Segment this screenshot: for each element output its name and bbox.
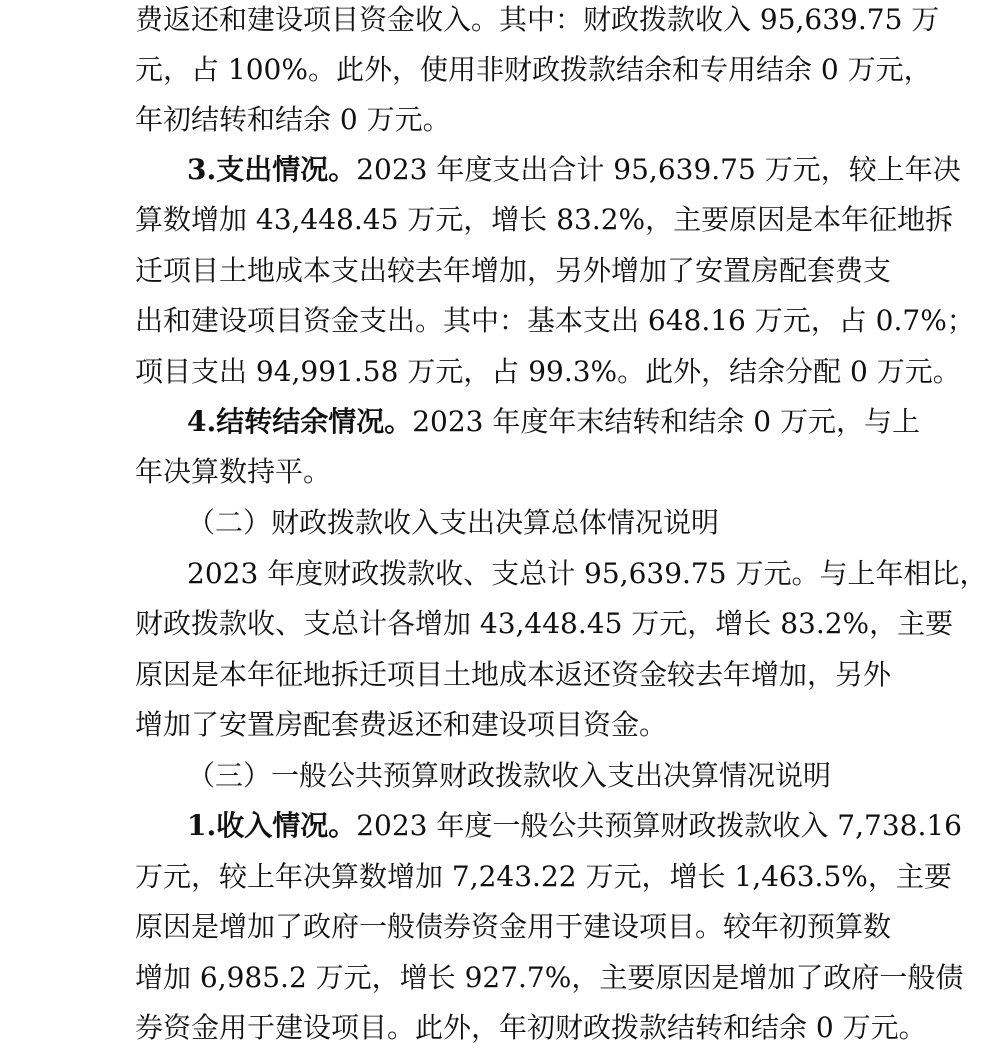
line-text: 费返还和建设项目资金收入。其中：财政拨款收入 95,639.75 万 [135, 3, 940, 36]
line-text: 2023 年度年末结转和结余 0 万元，与上 [412, 405, 921, 438]
line-text: 元，占 100%。此外，使用非财政拨款结余和专用结余 0 万元， [135, 53, 932, 86]
section-heading: 1.收入情况。 [187, 809, 357, 842]
line-text: 原因是本年征地拆迁项目土地成本返还资金较去年增加，另外 [135, 658, 892, 691]
line-text: 2023 年度一般公共预算财政拨款收入 7,738.16 [356, 809, 962, 842]
line-text: 出和建设项目资金支出。其中：基本支出 648.16 万元，占 0.7%； [135, 304, 975, 337]
document-line [135, 655, 892, 695]
line-text: 年初结转和结余 0 万元。 [135, 103, 451, 136]
document-line [135, 1008, 927, 1048]
document-line [135, 301, 975, 341]
line-text: 2023 年度支出合计 95,639.75 万元，较上年决 [356, 153, 961, 186]
document-line [135, 958, 964, 998]
document-line [135, 0, 940, 40]
document-line [135, 50, 932, 90]
line-text: 增加了安置房配套费返还和建设项目资金。 [135, 708, 668, 741]
line-text: 项目支出 94,991.58 万元，占 99.3%。此外，结余分配 0 万元。 [135, 355, 961, 388]
line-text: 算数增加 43,448.45 万元，增长 83.2%，主要原因是本年征地拆 [135, 203, 954, 236]
document-line [135, 857, 952, 897]
document-line [187, 554, 988, 594]
document-line [187, 806, 962, 846]
document-line [187, 150, 961, 190]
line-text: 2023 年度财政拨款收、支总计 95,639.75 万元。与上年相比， [187, 557, 988, 590]
section-heading: 4.结转结余情况。 [187, 405, 413, 438]
line-text: 万元，较上年决算数增加 7,243.22 万元，增长 1,463.5%，主要 [135, 860, 952, 893]
document-line [135, 907, 892, 947]
line-text: 原因是增加了政府一般债券资金用于建设项目。较年初预算数 [135, 910, 892, 943]
document-line [187, 402, 921, 442]
line-text: （三）一般公共预算财政拨款收入支出决算情况说明 [187, 759, 832, 792]
section-heading: 3.支出情况。 [187, 153, 357, 186]
line-text: （二）财政拨款收入支出决算总体情况说明 [187, 506, 720, 539]
document-line [135, 100, 451, 140]
line-text: 年决算数持平。 [135, 455, 332, 488]
line-text: 财政拨款收、支总计各增加 43,448.45 万元，增长 83.2%，主要 [135, 607, 954, 640]
line-text: 增加 6,985.2 万元，增长 927.7%，主要原因是增加了政府一般债 [135, 961, 964, 994]
line-text: 迁项目土地成本支出较去年增加，另外增加了安置房配套费支 [135, 254, 892, 287]
line-text: 券资金用于建设项目。此外，年初财政拨款结转和结余 0 万元。 [135, 1011, 927, 1044]
document-line [135, 705, 667, 745]
document-line [135, 251, 892, 291]
document-line [135, 452, 331, 492]
document-line [135, 352, 961, 392]
document-line [187, 756, 831, 796]
document-line [135, 604, 954, 644]
document-line [187, 503, 719, 543]
document-line [135, 200, 954, 240]
